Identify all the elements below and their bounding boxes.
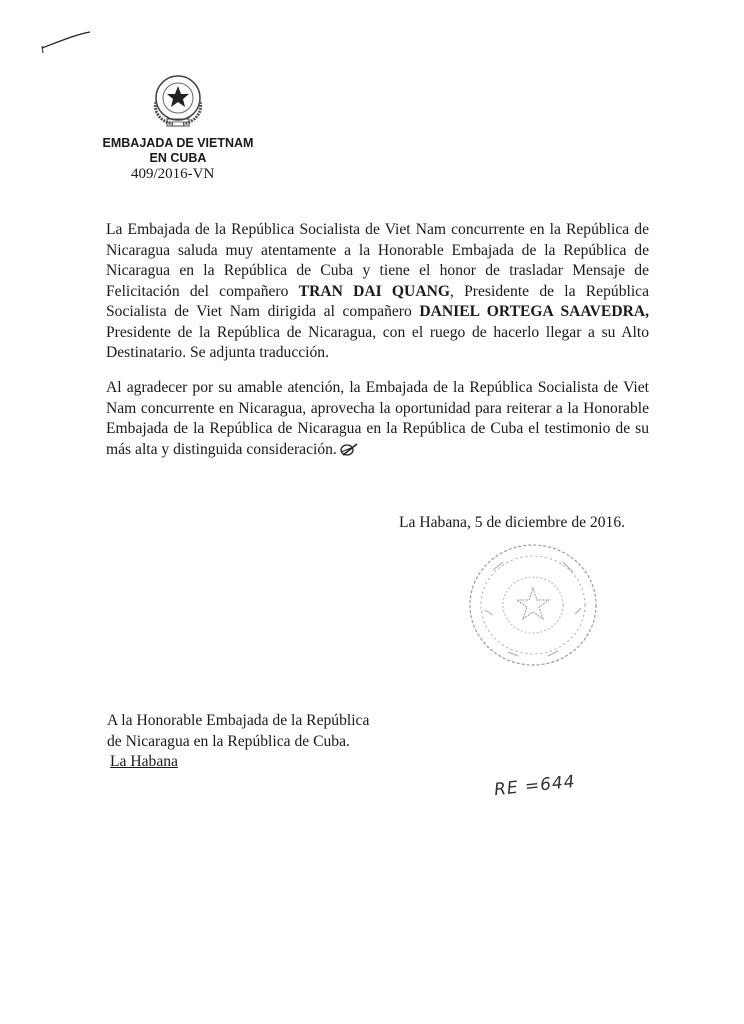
- paragraph-2-text: Al agradecer por su amable atención, la Embajada de la República Socialista de Viet Nam concurrente en Nicaragua, aprovecha la oportunidad para reiterar a la Honorable Embajada de la República de Nicaragua en la República de Cuba el testimonio de su más alta y distinguida consideración.: [106, 379, 649, 458]
- body-paragraph-1: [106, 220, 649, 364]
- embassy-name-line1: EMBAJADA DE VIETNAM: [102, 136, 254, 150]
- reference-number: 409/2016-VN: [131, 166, 215, 182]
- embassy-seal-stamp: [463, 540, 603, 670]
- handwritten-initials: [337, 442, 359, 456]
- address-line-1: A la Honorable Embajada de la República: [107, 712, 370, 729]
- embassy-name-line2: EN CUBA: [149, 151, 207, 165]
- recipient-address: [107, 711, 369, 773]
- embassy-name: [90, 136, 266, 166]
- president-name-vietnam: TRAN DAI QUANG: [298, 282, 450, 300]
- date-line: La Habana, 5 de diciembre de 2016.: [399, 514, 626, 531]
- pen-stroke-mark: [38, 26, 98, 54]
- address-line-3: La Habana: [110, 753, 178, 770]
- president-name-nicaragua: DANIEL ORTEGA SAAVEDRA,: [419, 303, 650, 320]
- handwritten-registry-note: RE =644: [493, 771, 577, 801]
- paragraph-1-text-c: Presidente de la República de Nicaragua, con el ruego de hacerlo llegar a su Alto Destinatario. Se adjunta traducción.: [106, 323, 649, 361]
- paragraph-1-text-b: , Presidente de la República Socialista de Viet Nam dirigida al compañero: [106, 282, 649, 320]
- address-line-2: de Nicaragua en la República de Cuba.: [107, 732, 350, 750]
- vietnam-emblem-icon: [143, 72, 213, 132]
- body-paragraph-2: [106, 378, 649, 460]
- paragraph-1-text-a: La Embajada de la República Socialista de Viet Nam concurrente en la República de Nicaragua saluda muy atentamente a la Honorable Embajada de la República de Nicaragua en la República de Cuba y tiene el honor de trasladar Mensaje de Felicitación del compañero: [106, 221, 649, 300]
